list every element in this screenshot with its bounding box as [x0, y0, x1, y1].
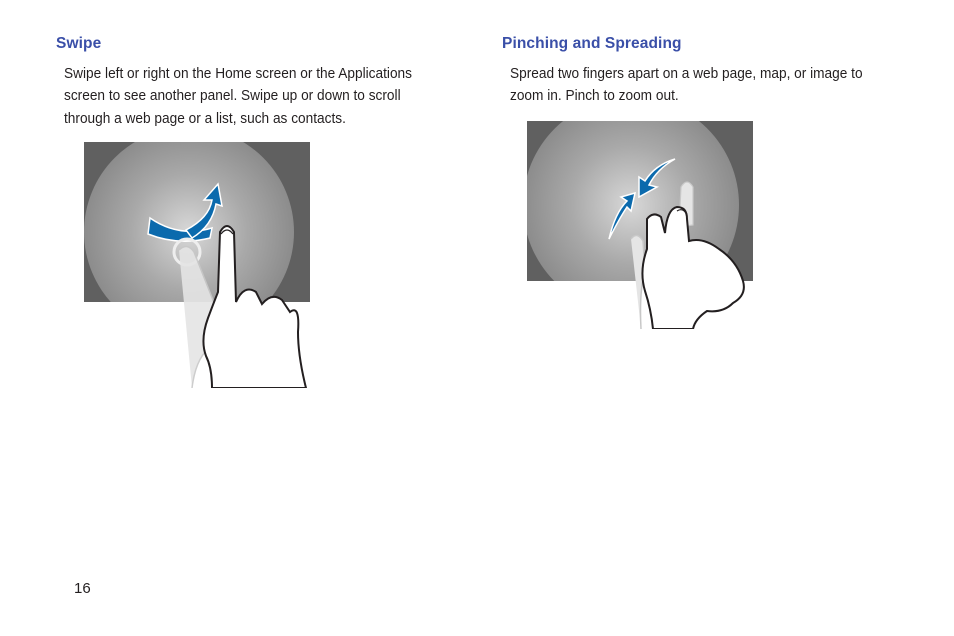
- swipe-description: [64, 63, 412, 130]
- pinch-line-2: zoom in. Pinch to zoom out.: [510, 87, 679, 105]
- swipe-illustration: [84, 142, 316, 388]
- pinch-description: [510, 63, 863, 108]
- pinch-illustration: [527, 121, 753, 329]
- swipe-gesture-icon: [84, 142, 316, 388]
- swipe-line-3: through a web page or a list, such as contacts.: [64, 109, 346, 127]
- swipe-heading: Swipe: [56, 35, 102, 52]
- swipe-line-2: screen to see another panel. Swipe up or down to scroll: [64, 87, 401, 105]
- pinch-gesture-icon: [527, 121, 753, 329]
- page-number: 16: [74, 580, 91, 597]
- pinch-line-1: Spread two fingers apart on a web page, map, or image to: [510, 65, 863, 82]
- swipe-line-1: Swipe left or right on the Home screen or the Applications: [64, 65, 412, 82]
- pinch-heading: Pinching and Spreading: [502, 35, 682, 52]
